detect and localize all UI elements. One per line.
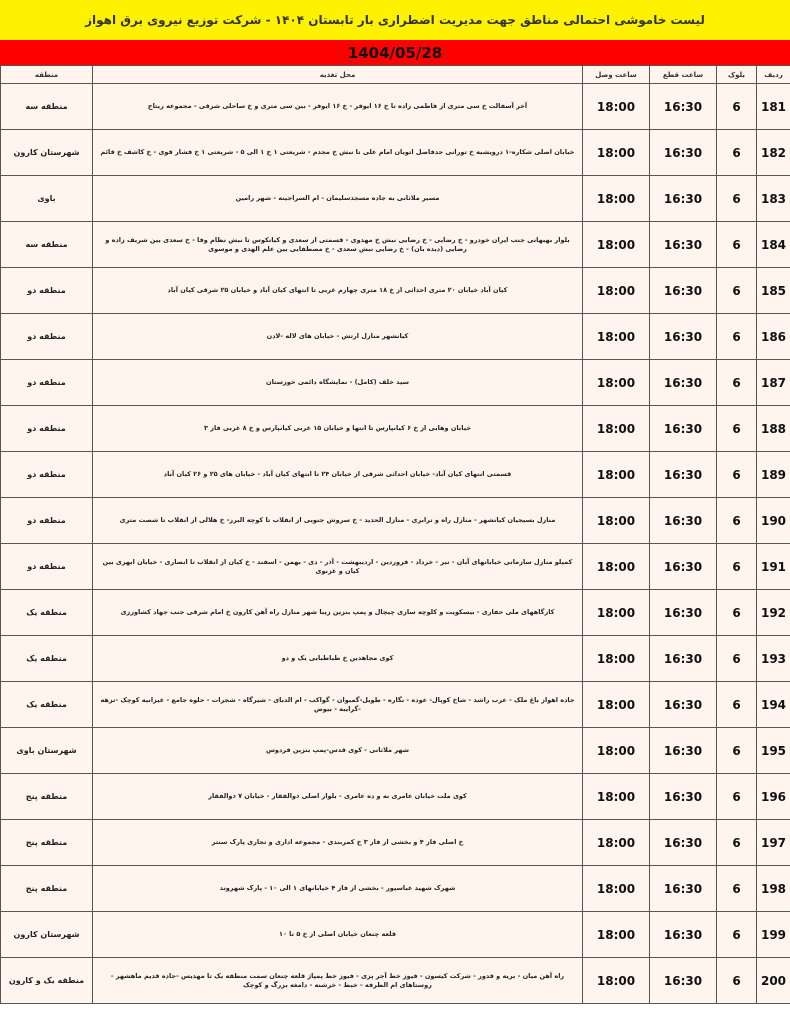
row-number-cell: 186 [757, 314, 790, 360]
table-row [1, 912, 790, 958]
connect-time-cell: 18:00 [583, 222, 650, 268]
feed-location-cell: کیانشهر منازل ارتش - خیابان های لاله -لادن [93, 314, 583, 360]
connect-time-cell: 18:00 [583, 130, 650, 176]
region-cell: منطقه پنج [1, 774, 93, 820]
block-cell: 6 [717, 130, 757, 176]
header-feed-location: محل تغذیه [93, 66, 583, 84]
block-cell: 6 [717, 912, 757, 958]
table-row [1, 866, 790, 912]
date-banner: 1404/05/28 [0, 40, 790, 65]
region-cell: منطقه یک و کارون [1, 958, 93, 1004]
block-cell: 6 [717, 360, 757, 406]
header-cut-time: ساعت قطع [650, 66, 717, 84]
row-number-cell: 192 [757, 590, 790, 636]
table-row [1, 498, 790, 544]
connect-time-cell: 18:00 [583, 544, 650, 590]
table-row [1, 314, 790, 360]
region-cell: منطقه یک [1, 590, 93, 636]
connect-time-cell: 18:00 [583, 498, 650, 544]
feed-location-cell: سید خلف (کامل) - نمایشگاه دائمی خوزستان [93, 360, 583, 406]
feed-location-cell: کوی ملت خیابان عامری نه و ده عامری - بلوار اصلی ذوالفقار - خیابان ۷ ذوالفقار [93, 774, 583, 820]
region-cell: شهرستان کارون [1, 130, 93, 176]
region-cell: منطقه دو [1, 544, 93, 590]
row-number-cell: 187 [757, 360, 790, 406]
region-cell: منطقه دو [1, 360, 93, 406]
feed-location-cell: جاده اهواز باغ ملک - عرب راشد - شاخ کوپال- عوده - نگاره - طویل-گمبوان - گواکب - ام الدبای - شیرگاه - شجرات - حلوه جامع - غیزانیه کوچک -نزهه -گرایبه - بیوض [93, 682, 583, 728]
table-row [1, 176, 790, 222]
connect-time-cell: 18:00 [583, 452, 650, 498]
region-cell: منطقه پنج [1, 820, 93, 866]
block-cell: 6 [717, 314, 757, 360]
cut-time-cell: 16:30 [650, 452, 717, 498]
cut-time-cell: 16:30 [650, 406, 717, 452]
feed-location-cell: کارگاههای ملی حفاری - بیسکویت و کلوچه سازی چیچال و پمپ بنزین زیبا شهر منازل راه آهن کارون خ امام شرقی جنب جهاد کشاورزی [93, 590, 583, 636]
header-region: منطقه [1, 66, 93, 84]
cut-time-cell: 16:30 [650, 84, 717, 130]
block-cell: 6 [717, 222, 757, 268]
connect-time-cell: 18:00 [583, 682, 650, 728]
table-row [1, 130, 790, 176]
connect-time-cell: 18:00 [583, 176, 650, 222]
cut-time-cell: 16:30 [650, 866, 717, 912]
row-number-cell: 199 [757, 912, 790, 958]
row-number-cell: 183 [757, 176, 790, 222]
row-number-cell: 181 [757, 84, 790, 130]
region-cell: منطقه دو [1, 268, 93, 314]
block-cell: 6 [717, 636, 757, 682]
connect-time-cell: 18:00 [583, 268, 650, 314]
table-row [1, 452, 790, 498]
cut-time-cell: 16:30 [650, 728, 717, 774]
outage-table [0, 65, 790, 1004]
block-cell: 6 [717, 866, 757, 912]
cut-time-cell: 16:30 [650, 590, 717, 636]
connect-time-cell: 18:00 [583, 590, 650, 636]
block-cell: 6 [717, 774, 757, 820]
cut-time-cell: 16:30 [650, 130, 717, 176]
feed-location-cell: کوی مجاهدین خ طباطبایی یک و دو [93, 636, 583, 682]
row-number-cell: 198 [757, 866, 790, 912]
header-row-number: ردیف [757, 66, 790, 84]
table-row [1, 222, 790, 268]
region-cell: شهرستان باوی [1, 728, 93, 774]
row-number-cell: 200 [757, 958, 790, 1004]
table-row [1, 682, 790, 728]
table-row [1, 268, 790, 314]
connect-time-cell: 18:00 [583, 958, 650, 1004]
region-cell: شهرستان کارون [1, 912, 93, 958]
feed-location-cell: قلعه چنعان خیابان اصلی از خ ۵ تا ۱۰ [93, 912, 583, 958]
table-row [1, 820, 790, 866]
table-row [1, 774, 790, 820]
feed-location-cell: منازل بسیجیان کیانشهر - منازل راه و ترابری - منازل الحدید - خ سروش جنوبی از انقلاب تا کوچه البرز- خ هلالی از انقلاب تا شصت متری [93, 498, 583, 544]
table-row [1, 406, 790, 452]
table-row [1, 590, 790, 636]
feed-location-cell: قسمتی انتهای کیان آباد- خیابان احداثی شرقی از خیابان ۲۴ تا انتهای کیان آباد - خیابان های ۲۵ و ۲۶ کیان آباد [93, 452, 583, 498]
table-header-row [1, 66, 790, 84]
feed-location-cell: مسیر ملاثانی به جاده مسجدسلیمان - ام السراجینه - شهر رامین [93, 176, 583, 222]
connect-time-cell: 18:00 [583, 636, 650, 682]
cut-time-cell: 16:30 [650, 360, 717, 406]
cut-time-cell: 16:30 [650, 314, 717, 360]
row-number-cell: 182 [757, 130, 790, 176]
feed-location-cell: خیابان اصلی شکاره-۱ درویشیه خ تورانی حدفاصل اتوبان امام علی تا نبش خ مجدم - شریعتی ۱ خ ۱ الی ۵ - شریعتی ۱ خ فشار قوی - خ کاشف خ قائم [93, 130, 583, 176]
table-row [1, 360, 790, 406]
table-row [1, 636, 790, 682]
region-cell: منطقه دو [1, 406, 93, 452]
region-cell: منطقه یک [1, 682, 93, 728]
row-number-cell: 191 [757, 544, 790, 590]
page-title: لیست خاموشی احتمالی مناطق جهت مدیریت اضطراری بار تابستان ۱۴۰۴ - شرکت توزیع نیروی برق اهواز [0, 0, 790, 41]
feed-location-cell: شهر ملاثانی - کوی قدس-پمپ بنزین فردوس [93, 728, 583, 774]
block-cell: 6 [717, 958, 757, 1004]
row-number-cell: 185 [757, 268, 790, 314]
header-connect-time: ساعت وصل [583, 66, 650, 84]
table-row [1, 728, 790, 774]
region-cell: منطقه دو [1, 314, 93, 360]
block-cell: 6 [717, 176, 757, 222]
cut-time-cell: 16:30 [650, 498, 717, 544]
region-cell: منطقه دو [1, 498, 93, 544]
connect-time-cell: 18:00 [583, 912, 650, 958]
row-number-cell: 190 [757, 498, 790, 544]
cut-time-cell: 16:30 [650, 176, 717, 222]
table-row [1, 84, 790, 130]
block-cell: 6 [717, 84, 757, 130]
region-cell: منطقه پنج [1, 866, 93, 912]
region-cell: منطقه سه [1, 84, 93, 130]
connect-time-cell: 18:00 [583, 820, 650, 866]
feed-location-cell: شهرک شهید عباسپور - بخشی از فاز ۴ خیابانهای ۱ الی ۱۰ - پارک شهروند [93, 866, 583, 912]
connect-time-cell: 18:00 [583, 728, 650, 774]
block-cell: 6 [717, 728, 757, 774]
block-cell: 6 [717, 820, 757, 866]
header-block: بلوک [717, 66, 757, 84]
row-number-cell: 194 [757, 682, 790, 728]
row-number-cell: 184 [757, 222, 790, 268]
feed-location-cell: خ اصلی فاز ۴ و بخشی از فاز ۳ خ کمربندی - مجموعه اداری و تجاری پارک سنتر [93, 820, 583, 866]
block-cell: 6 [717, 406, 757, 452]
cut-time-cell: 16:30 [650, 912, 717, 958]
block-cell: 6 [717, 452, 757, 498]
region-cell: منطقه یک [1, 636, 93, 682]
block-cell: 6 [717, 268, 757, 314]
cut-time-cell: 16:30 [650, 774, 717, 820]
feed-location-cell: کمپلو منازل سازمانی خیابانهای آبان - تیر - خرداد - فروردین - اردیبهشت - آذر - دی - بهمن - اسفند - خ کیان از انقلاب تا انصاری - خیابان ابهری بین کیان و غزنوی [93, 544, 583, 590]
cut-time-cell: 16:30 [650, 682, 717, 728]
block-cell: 6 [717, 498, 757, 544]
region-cell: منطقه دو [1, 452, 93, 498]
row-number-cell: 193 [757, 636, 790, 682]
cut-time-cell: 16:30 [650, 544, 717, 590]
feed-location-cell: راه آهن میان - بریه و قدور - شرکت کیسون - فیوز خط آجر پزی - فیوز خط پمپاژ قلعه چنعان سمت منطقه یک تا مهدیس -جاده قدیم ماهشهر - روستاهای ام الطرفه - خبط - خرشنه - دامغه بزرگ و کوچک [93, 958, 583, 1004]
feed-location-cell: آخر آسفالت خ سی متری از فاطمی زاده تا خ ۱۶ ایوفر - خ ۱۶ ایوفر - بین سی متری و خ ساحلی شرقی - مجموعه ریتاج [93, 84, 583, 130]
row-number-cell: 189 [757, 452, 790, 498]
feed-location-cell: خیابان وهابی از خ ۶ کیانپارس تا انتها و خیابان ۱۵ غربی کیانپارس و خ ۸ غربی فاز ۳ [93, 406, 583, 452]
feed-location-cell: کیان آباد خیابان ۲۰ متری احداثی از خ ۱۸ متری چهارم غربی تا انتهای کیان آباد و خیابان ۲۵ شرقی کیان آباد [93, 268, 583, 314]
connect-time-cell: 18:00 [583, 314, 650, 360]
connect-time-cell: 18:00 [583, 866, 650, 912]
block-cell: 6 [717, 682, 757, 728]
block-cell: 6 [717, 590, 757, 636]
cut-time-cell: 16:30 [650, 268, 717, 314]
row-number-cell: 195 [757, 728, 790, 774]
cut-time-cell: 16:30 [650, 820, 717, 866]
table-row [1, 544, 790, 590]
connect-time-cell: 18:00 [583, 84, 650, 130]
block-cell: 6 [717, 544, 757, 590]
connect-time-cell: 18:00 [583, 406, 650, 452]
region-cell: منطقه سه [1, 222, 93, 268]
row-number-cell: 188 [757, 406, 790, 452]
cut-time-cell: 16:30 [650, 222, 717, 268]
connect-time-cell: 18:00 [583, 774, 650, 820]
row-number-cell: 196 [757, 774, 790, 820]
cut-time-cell: 16:30 [650, 958, 717, 1004]
row-number-cell: 197 [757, 820, 790, 866]
table-row [1, 958, 790, 1004]
cut-time-cell: 16:30 [650, 636, 717, 682]
connect-time-cell: 18:00 [583, 360, 650, 406]
feed-location-cell: بلوار بهبهانی جنب ایران خودرو - خ رضایی - خ رضایی نبش خ مهدوی - قسمتی از سعدی و کیانکوس تا نبش نظام وفا - خ سعدی بین شریف زاده و رضایی (دیده بان) - خ رضایی نبش سعدی - خ مصطفایی بین علم الهدی و موسوی [93, 222, 583, 268]
region-cell: باوی [1, 176, 93, 222]
